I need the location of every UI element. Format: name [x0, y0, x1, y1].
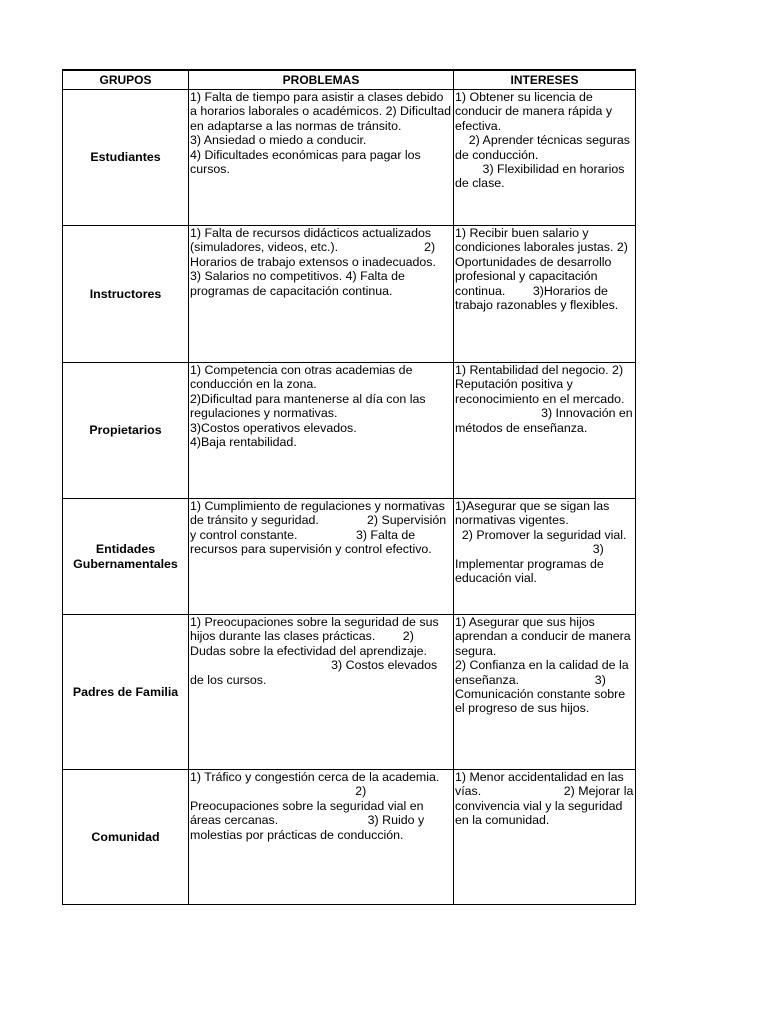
interests-text: 1) Obtener su licencia de conducir de manera rápida y efectiva. 2) Aprender técnicas seguras de conducción. 3) Flexibilidad en horarios de clase. [455, 90, 630, 191]
interests-cell [454, 615, 636, 770]
table-row [63, 615, 636, 770]
group-cell: Entidades Gubernamentales [63, 499, 189, 615]
interests-cell [454, 226, 636, 363]
interests-text: 1) Recibir buen salario y condiciones laborales justas. 2) Oportunidades de desarrollo profesional y capacitación continua. 3)Horarios de trabajo razonables y flexibles. [455, 226, 632, 313]
problems-cell [189, 499, 454, 615]
table-row [63, 226, 636, 363]
problems-text: 1) Cumplimiento de regulaciones y normativas de tránsito y seguridad. 2) Supervisión y control constante. 3) Falta de recursos para supervisión y control efectivo. [190, 499, 450, 557]
interests-text: 1) Menor accidentalidad en las vías. 2) Mejorar la convivencia vial y la seguridad en la comunidad. [455, 770, 637, 828]
interests-cell [454, 770, 636, 905]
stakeholder-table [62, 69, 636, 905]
group-cell: Instructores [63, 226, 189, 363]
header-row [63, 70, 636, 90]
header-interests: INTERESES [454, 70, 636, 90]
problems-cell [189, 615, 454, 770]
interests-text: 1)Asegurar que se sigan las normativas vigentes. 2) Promover la seguridad vial. 3) Implementar programas de educación vial. [455, 499, 627, 586]
interests-text: 1) Rentabilidad del negocio. 2) Reputación positiva y reconocimiento en el mercado. 3) Innovación en métodos de enseñanza. [455, 363, 633, 435]
problems-cell [189, 770, 454, 905]
table-row [63, 499, 636, 615]
problems-cell [189, 226, 454, 363]
interests-cell [454, 363, 636, 499]
problems-cell [189, 90, 454, 226]
problems-text: 1) Falta de recursos didácticos actualizados (simuladores, videos, etc.). 2) Horarios de trabajo extensos o inadecuados. 3) Salarios no competitivos. 4) Falta de programas de capacitación continua. [190, 226, 436, 298]
table-row [63, 90, 636, 226]
problems-cell [189, 363, 454, 499]
group-cell: Estudiantes [63, 90, 189, 226]
problems-text: 1) Falta de tiempo para asistir a clases debido a horarios laborales o académicos. 2) Dificultad en adaptarse a las normas de tránsito. 3) Ansiedad o miedo a conducir. 4) Dificultades económicas para pagar los cursos. [190, 90, 452, 177]
group-cell: Padres de Familia [63, 615, 189, 770]
table-row [63, 770, 636, 905]
interests-cell [454, 499, 636, 615]
interests-cell [454, 90, 636, 226]
problems-text: 1) Competencia con otras academias de conducción en la zona. 2)Dificultad para mantenerse al día con las regulaciones y normativas. 3)Costos operativos elevados. 4)Baja rentabilidad. [190, 363, 426, 450]
group-cell: Comunidad [63, 770, 189, 905]
table-row [63, 363, 636, 499]
header-groups: GRUPOS [63, 70, 189, 90]
header-problems: PROBLEMAS [189, 70, 454, 90]
interests-text: 1) Asegurar que sus hijos aprendan a conducir de manera segura. 2) Confianza en la calidad de la enseñanza. 3) Comunicación constante sobre el progreso de sus hijos. [455, 615, 631, 716]
problems-text: 1) Preocupaciones sobre la seguridad de sus hijos durante las clases prácticas. 2) Dudas sobre la efectividad del aprendizaje. 3) Costos elevados de los cursos. [190, 615, 439, 687]
group-cell: Propietarios [63, 363, 189, 499]
problems-text: 1) Tráfico y congestión cerca de la academia. 2) Preocupaciones sobre la seguridad vial en áreas cercanas. 3) Ruido y molestias por prácticas de conducción. [190, 770, 440, 842]
